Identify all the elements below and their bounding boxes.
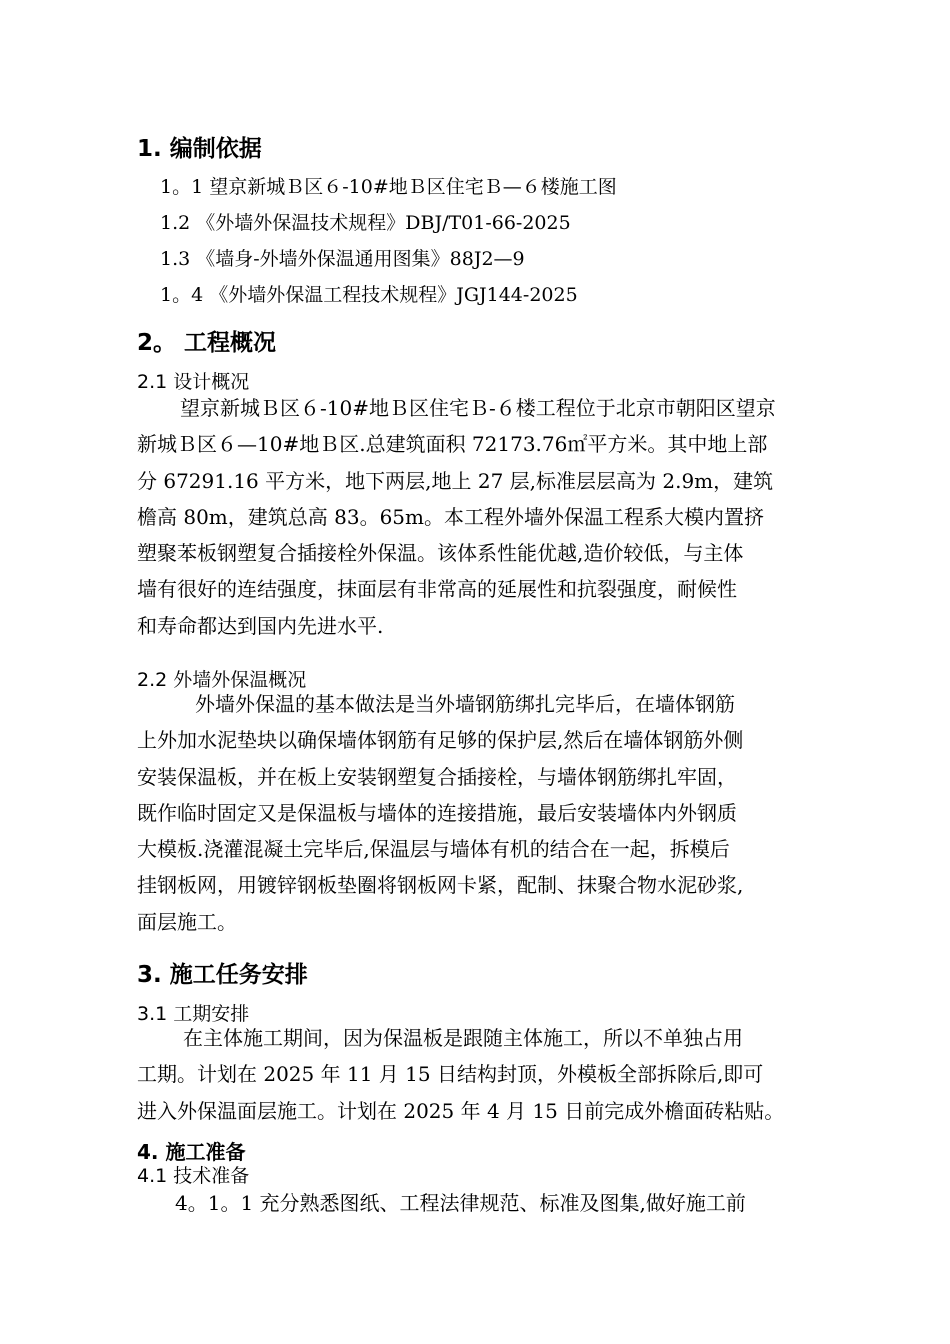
paragraph-line: 工期。计划在 2025 年 11 月 15 日结构封顶，外模板全部拆除后,即可 [137, 1062, 764, 1087]
paragraph-line: 塑聚苯板钢塑复合插接栓外保温。该体系性能优越,造价较低，与主体 [137, 541, 744, 566]
section-3-heading: 3. 施工任务安排 [137, 962, 308, 988]
subsection-3-1-heading: 3.1 工期安排 [137, 1003, 250, 1025]
design-overview-paragraph [137, 390, 817, 644]
insulation-overview-paragraph [137, 686, 817, 940]
paragraph-line: 墙有很好的连结强度，抹面层有非常高的延展性和抗裂强度，耐候性 [137, 577, 737, 602]
paragraph-line: 外墙外保温的基本做法是当外墙钢筋绑扎完毕后，在墙体钢筋 [195, 692, 735, 716]
paragraph-line: 安装保温板，并在板上安装钢塑复合插接栓，与墙体钢筋绑扎牢固， [137, 764, 737, 789]
reference-item-2: 1.2 《外墙外保温技术规程》DBJ/T01-66-2025 [160, 212, 571, 234]
reference-item-3: 1.3 《墙身-外墙外保温通用图集》88J2—9 [160, 248, 525, 270]
paragraph-line: 新城Ｂ区６—10#地Ｂ区.总建筑面积 72173.76㎡平方米。其中地上部 [137, 432, 768, 457]
reference-item-4: 1。4 《外墙外保温工程技术规程》JGJ144-2025 [160, 284, 578, 306]
schedule-paragraph [137, 1020, 817, 1129]
subsection-2-1-heading: 2.1 设计概况 [137, 371, 250, 393]
section-1-heading: 1. 编制依据 [137, 136, 262, 162]
paragraph-line: 大模板.浇灌混凝土完毕后,保温层与墙体有机的结合在一起，拆模后 [137, 837, 730, 862]
paragraph-line: 4。1。1 充分熟悉图纸、工程法律规范、标准及图集,做好施工前 [175, 1191, 746, 1215]
paragraph-line: 进入外保温面层施工。计划在 2025 年 4 月 15 日前完成外檐面砖粘贴。 [137, 1098, 785, 1123]
paragraph-line: 既作临时固定又是保温板与墙体的连接措施，最后安装墙体内外钢质 [137, 800, 737, 825]
subsection-4-1-heading: 4.1 技术准备 [137, 1165, 250, 1187]
paragraph-line: 面层施工。 [137, 909, 237, 934]
paragraph-line: 檐高 80m，建筑总高 83。65m。本工程外墙外保温工程系大模内置挤 [137, 504, 764, 529]
paragraph-line: 和寿命都达到国内先进水平. [137, 613, 384, 638]
subsection-2-2-heading: 2.2 外墙外保温概况 [137, 669, 307, 691]
paragraph-line: 挂钢板网，用镀锌钢板垫圈将钢板网卡紧，配制、抹聚合物水泥砂浆, [137, 873, 744, 898]
paragraph-line: 望京新城Ｂ区６-10#地Ｂ区住宅Ｂ-６楼工程位于北京市朝阳区望京 [180, 396, 776, 420]
paragraph-line: 上外加水泥垫块以确保墙体钢筋有足够的保护层,然后在墙体钢筋外侧 [137, 728, 744, 753]
section-2-heading: 2。 工程概况 [137, 330, 277, 356]
technical-prep-paragraph [137, 1185, 817, 1221]
paragraph-line: 在主体施工期间，因为保温板是跟随主体施工，所以不单独占用 [183, 1026, 743, 1050]
section-4-heading: 4. 施工准备 [137, 1140, 246, 1164]
reference-item-1: 1。1 望京新城Ｂ区６-10#地Ｂ区住宅Ｂ—６楼施工图 [160, 176, 617, 198]
paragraph-line: 分 67291.16 平方米，地下两层,地上 27 层,标准层层高为 2.9m，建筑 [137, 468, 774, 493]
